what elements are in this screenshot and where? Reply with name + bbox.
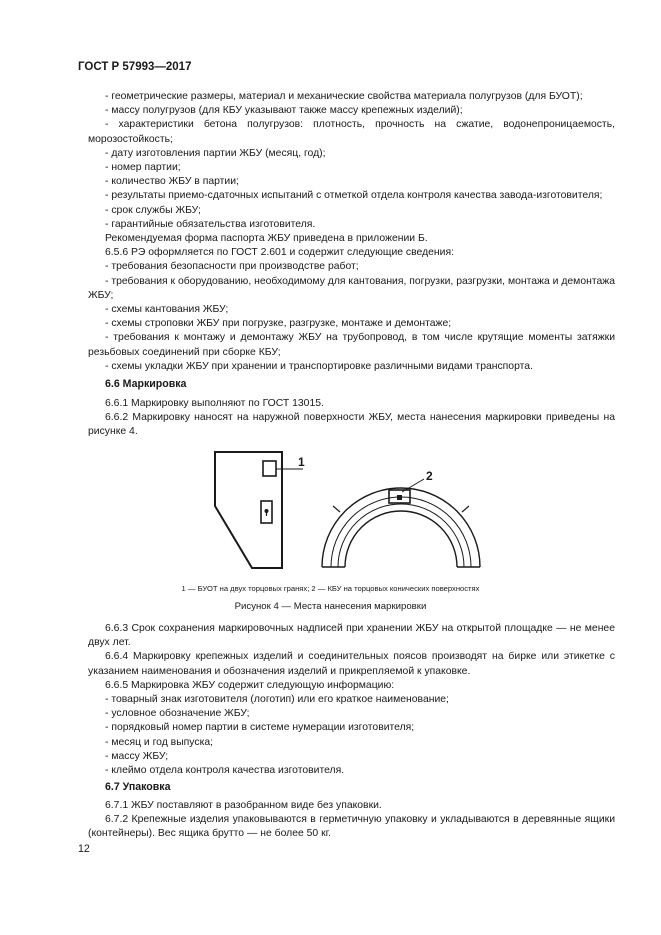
paragraph: 6.6.3 Срок сохранения маркировочных надписей при хранении ЖБУ на открытой площадке — не менее двух лет. xyxy=(88,623,615,649)
list-item: - месяц и год выпуска; xyxy=(105,736,214,748)
list-item: - порядковый номер партии в системе нумерации изготовителя; xyxy=(105,722,415,734)
list-item: - схемы кантования ЖБУ; xyxy=(105,304,229,316)
list-item: - массу полугрузов (для КБУ указывают также массу крепежных изделий); xyxy=(105,105,463,117)
list-item: - требования безопасности при производстве работ; xyxy=(105,261,359,273)
figure-legend: 1 — БУОТ на двух торцовых гранях; 2 — КБУ на торцовых конических поверхностях xyxy=(181,584,480,593)
document-header: ГОСТ Р 57993—2017 xyxy=(78,61,192,73)
list-item: - геометрические размеры, материал и механические свойства материала полугрузов (для БУОТ); xyxy=(105,91,583,102)
list-item: - массу ЖБУ; xyxy=(105,750,169,762)
section-heading: 6.6 Маркировка xyxy=(105,378,187,390)
paragraph: 6.6.5 Маркировка ЖБУ содержит следующую информацию: xyxy=(105,679,395,691)
packaging-section xyxy=(88,799,615,842)
paragraph: 6.7.1 ЖБУ поставляют в разобранном виде без упаковки. xyxy=(105,800,382,811)
marking-details xyxy=(88,622,615,778)
list-item: - схемы укладки ЖБУ при хранении и транспортировке различными видами транспорта. xyxy=(105,360,533,372)
list-item: - характеристики бетона полугрузов: плотность, прочность на сжатие, водонепроницаемость, морозостойкость; xyxy=(88,119,615,145)
figure-caption: Рисунок 4 — Места нанесения маркировки xyxy=(234,601,427,612)
list-item: - срок службы ЖБУ; xyxy=(105,204,201,216)
paragraph: 6.5.6 РЭ оформляется по ГОСТ 2.601 и содержит следующие сведения: xyxy=(105,247,454,259)
list-item: - товарный знак изготовителя (логотип) или его краткое наименование; xyxy=(105,694,449,706)
list-item: - гарантийные обязательства изготовителя. xyxy=(105,218,316,230)
list-item: - номер партии; xyxy=(105,162,181,174)
list-item: - дату изготовления партии ЖБУ (месяц, год); xyxy=(105,147,326,159)
page-number: 12 xyxy=(78,843,90,855)
figure-label-2: 2 xyxy=(426,469,433,483)
list-item: - требования к оборудованию, необходимому для кантования, погрузки, разгрузки, монтажа и демонтажа ЖБУ; xyxy=(88,275,615,301)
list-item: - количество ЖБУ в партии; xyxy=(105,176,239,188)
section-heading: 6.7 Упаковка xyxy=(105,781,171,793)
marking-area-1 xyxy=(263,461,276,476)
list-item: - условное обозначение ЖБУ; xyxy=(105,708,250,720)
list-item: - схемы строповки ЖБУ при погрузке, разгрузке, монтаже и демонтаже; xyxy=(105,318,452,330)
paragraph: 6.7.2 Крепежные изделия упаковываются в герметичную упаковку и укладываются в деревянные ящики (контейнеры). Вес ящика брутто — не более 50 кг. xyxy=(88,814,615,840)
list-item: - требования к монтажу и демонтажу ЖБУ на трубопровод, в том числе крутящие моменты затяжки резьбовых соединений при сборке КБУ; xyxy=(88,332,615,358)
list-item: - результаты приемо-сдаточных испытаний с отметкой отдела контроля качества завода-изготовителя; xyxy=(105,190,603,202)
marking-area-2-mark xyxy=(397,495,402,500)
list-item: - клеймо отдела контроля качества изготовителя. xyxy=(105,765,345,777)
paragraph: 6.6.4 Маркировку крепежных изделий и соединительных поясов производят на бирке или этикетке с указанием наименования и обозначения изделий и прикрепляемой к упаковке. xyxy=(88,651,615,677)
paragraph: Рекомендуемая форма паспорта ЖБУ приведена в приложении Б. xyxy=(105,233,428,245)
paragraph: 6.6.2 Маркировку наносят на наружной поверхности ЖБУ, места нанесения маркировки приведены на рисунке 4. xyxy=(88,412,615,438)
paragraph: 6.6.1 Маркировку выполняют по ГОСТ 13015. xyxy=(105,398,324,409)
figure-label-1: 1 xyxy=(298,455,305,469)
